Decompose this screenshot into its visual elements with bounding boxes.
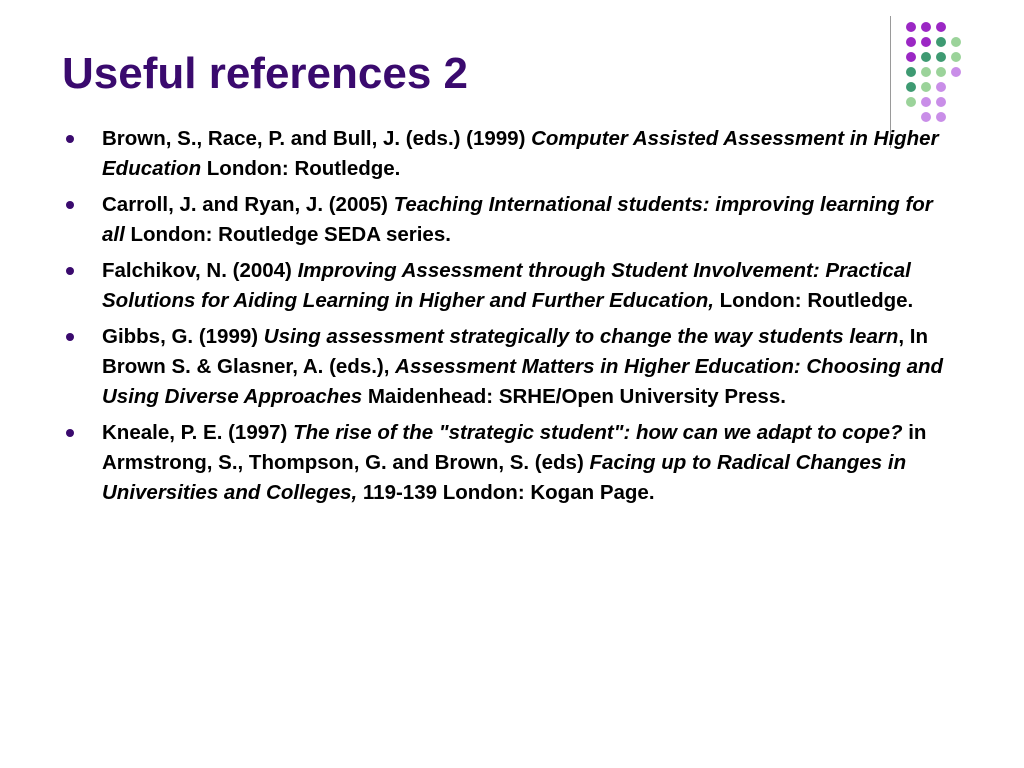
reference-text: London: Routledge SEDA series. [124, 223, 451, 246]
decorative-dot [906, 22, 916, 32]
reference-title-text: Assessment Matters in Higher Education: Choosing and Using Diverse Approaches [102, 355, 944, 408]
reference-text: , In Brown S. & Glasner, A. (eds.), [102, 325, 928, 378]
reference-text: in Armstrong, S., Thompson, G. and Brown, S. (eds) [102, 421, 927, 474]
decorative-dot [936, 52, 946, 62]
decorative-dot [936, 82, 946, 92]
bullet-icon [66, 201, 74, 209]
bullet-icon [66, 267, 74, 275]
reference-title-text: The rise of the "strategic student": how can we adapt to cope? [293, 421, 903, 444]
reference-text: 119-139 London: Kogan Page. [357, 481, 655, 504]
bullet-icon [66, 333, 74, 341]
decorative-dot [936, 112, 946, 122]
decorative-dot [921, 52, 931, 62]
decorative-dot-grid [906, 22, 970, 140]
reference-title-text: Computer Assisted Assessment in Higher Education [102, 127, 939, 180]
reference-text: Kneale, P. E. (1997) [102, 421, 294, 444]
bullet-icon [66, 429, 74, 437]
reference-title-text: Using assessment strategically to change the way students learn [263, 325, 899, 348]
decorative-dot [906, 97, 916, 107]
decorative-dot [936, 37, 946, 47]
reference-text: London: Routledge. [201, 157, 401, 180]
reference-item [66, 322, 946, 412]
decorative-dot [951, 37, 961, 47]
decorative-dot [921, 82, 931, 92]
decorative-dot [906, 67, 916, 77]
reference-text: Carroll, J. and Ryan, J. (2005) [102, 193, 394, 216]
decorative-dot [936, 97, 946, 107]
reference-item [66, 124, 946, 184]
reference-text: London: Routledge. [713, 289, 914, 312]
reference-title-text: Improving Assessment through Student Involvement: Practical Solutions for Aiding Learning in Higher and Further Education, [102, 259, 911, 312]
reference-text: Maidenhead: SRHE/Open University Press. [362, 385, 786, 408]
decorative-dot [906, 82, 916, 92]
decorative-dot [906, 37, 916, 47]
reference-item [66, 190, 946, 250]
decorative-dot [921, 97, 931, 107]
decorative-dot [951, 67, 961, 77]
reference-title-text: Teaching International students: improving learning for all [102, 193, 933, 246]
reference-text: Falchikov, N. (2004) [102, 259, 298, 282]
bullet-icon [66, 135, 74, 143]
decorative-dot [936, 67, 946, 77]
decorative-dot [921, 112, 931, 122]
decorative-dot [921, 37, 931, 47]
reference-item [66, 418, 946, 508]
slide-title: Useful references 2 [62, 49, 468, 98]
reference-item [66, 256, 946, 316]
reference-text: Brown, S., Race, P. and Bull, J. (eds.) (1999) [102, 127, 532, 150]
reference-title-text: Facing up to Radical Changes in Universities and Colleges, [102, 451, 907, 504]
decorative-dot [936, 22, 946, 32]
reference-list [66, 124, 946, 514]
reference-text: Gibbs, G. (1999) [102, 325, 264, 348]
decorative-dot [906, 52, 916, 62]
decorative-dot [951, 52, 961, 62]
decorative-dot [921, 67, 931, 77]
decorative-dot [921, 22, 931, 32]
